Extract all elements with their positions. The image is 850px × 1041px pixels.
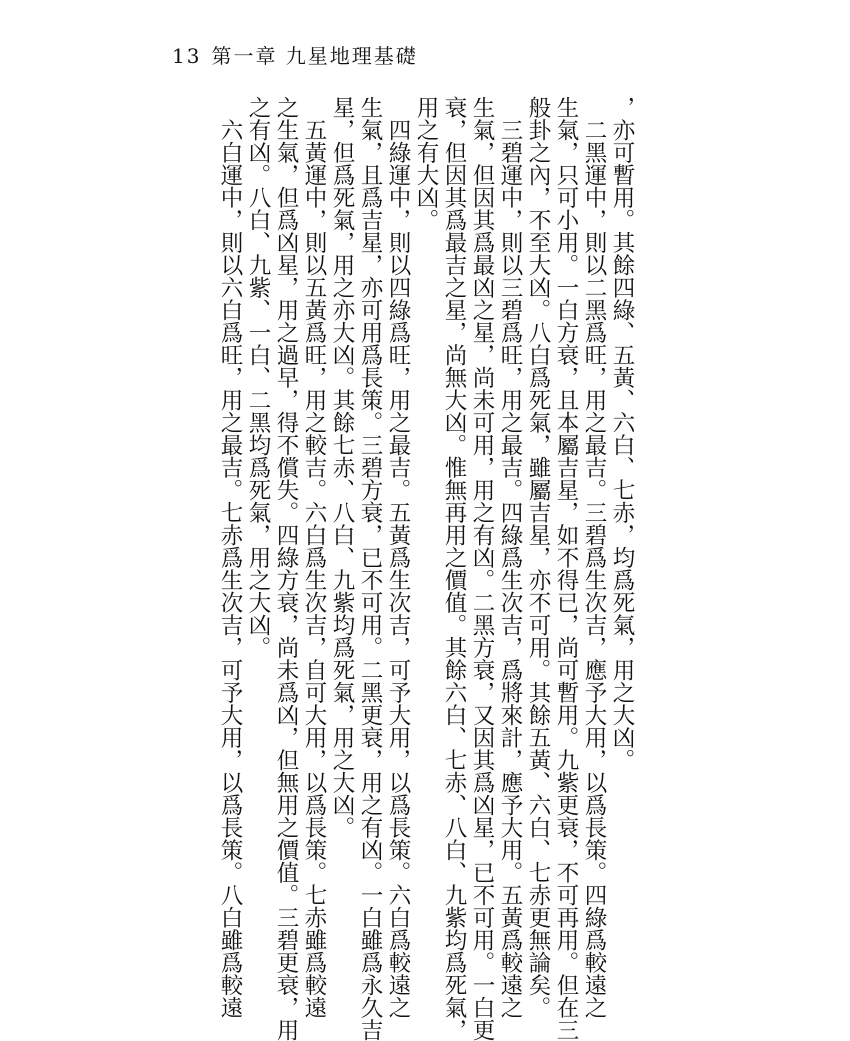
text-column: 六白運中，則以六白爲旺，用之最吉。七赤爲生次吉，可予大用，以爲長策。八白雖爲較遠 [217,96,243,1019]
running-title: 第一章 九星地理基礎 [211,44,418,68]
text-column: 之有凶。八白、九紫、一白、二黑均爲死氣，用之大凶。 [245,96,271,659]
text-column: 衰，但因其爲最吉之星，尚無大凶。惟無再用之價值。其餘六白、七赤、八白、九紫均爲死氣， [441,96,467,1041]
text-column: 三碧運中，則以三碧爲旺，用之最吉。四綠爲生次吉，爲將來計，應予大用。五黃爲較遠之 [497,96,523,1019]
page-number: 13 [172,44,202,68]
text-column: 生氣，但因其爲最凶之星，尚未可用，用之有凶。二黑方衰，又因其爲凶星，已不可用。一白更 [469,96,495,1041]
text-column: 之生氣，但爲凶星，用之過早，得不償失。四綠方衰，尚未爲凶，但無用之價值。三碧更衰，用 [273,96,299,1041]
text-column: 般卦之內，不至大凶。八白爲死氣，雖屬吉星，亦不可用。其餘五黃、六白、七赤更無論矣。 [525,96,551,1019]
text-column: 二黑運中，則以二黑爲旺，用之最吉。三碧爲生次吉，應予大用，以爲長策。四綠爲較遠之 [581,96,607,1019]
text-column: ，亦可暫用。其餘四綠、五黃、六白、七赤，均爲死氣，用之大凶。 [609,96,635,771]
text-column: 四綠運中，則以四綠爲旺，用之最吉。五黃爲生次吉，可予大用，以爲長策。六白爲較遠之 [385,96,411,1019]
text-column: 星，但爲死氣，用之亦大凶。其餘七赤、八白、九紫均爲死氣，用之大凶。 [329,96,355,839]
text-column: 五黃運中，則以五黃爲旺，用之較吉。六白爲生次吉，自可大用，以爲長策。七赤雖爲較遠 [301,96,327,1019]
text-column: 用之有大凶。 [413,96,439,231]
running-header [172,40,418,69]
text-column: 生氣，只可小用。一白方衰，且本屬吉星，如不得已，尚可暫用。九紫更衰，不可再用。但在三 [553,96,579,1041]
text-column: 生氣，且爲吉星，亦可用爲長策。三碧方衰，已不可用。二黑更衰，用之有凶。一白雖爲永久吉 [357,96,383,1041]
